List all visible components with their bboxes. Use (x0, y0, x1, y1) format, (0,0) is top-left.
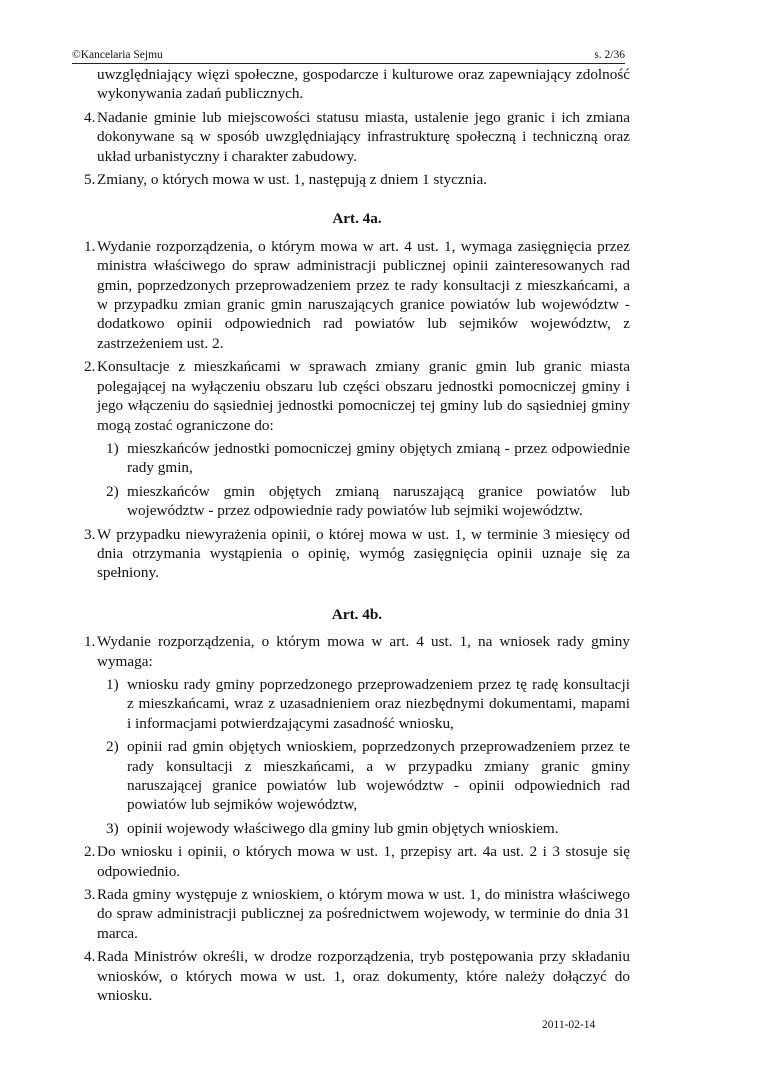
art4b-paragraph-3 (70, 885, 630, 943)
point-number: 1) (106, 675, 119, 693)
point-number: 3) (106, 819, 119, 837)
paragraph-number: 2. (84, 843, 96, 861)
point-number: 2) (106, 482, 119, 500)
paragraph-number: 2. (84, 358, 96, 376)
art4a-paragraph-1 (70, 237, 630, 353)
page-number: s. 2/36 (594, 49, 625, 61)
continued-paragraph: uwzględniający więzi społeczne, gospodarcze i kulturowe oraz zapewniający zdolność wykonywania zadań publicznych. (97, 66, 630, 103)
paragraph-text: W przypadku niewyrażenia opinii, o której mowa w ust. 1, w terminie 3 miesięcy od dnia otrzymania wystąpienia o opinię, wymóg zasięgnięcia opinii uznaje się za spełniony. (97, 525, 630, 582)
paragraph-4 (70, 108, 630, 166)
art4b-p1-point-1 (70, 675, 630, 733)
paragraph-5 (70, 170, 630, 189)
art4a-paragraph-3 (70, 525, 630, 583)
header-source: ©Kancelaria Sejmu (72, 49, 163, 61)
art4b-paragraph-1 (70, 632, 630, 671)
point-text: opinii wojewody właściwego dla gminy lub gmin objętych wnioskiem. (127, 819, 559, 837)
art4a-paragraph-2 (70, 357, 630, 435)
point-text: mieszkańców gmin objętych zmianą naruszającą granice powiatów lub województw - przez odpowiednie rady powiatów lub sejmiki województw. (127, 482, 630, 520)
art4b-paragraph-4 (70, 947, 630, 1005)
art4a-p2-point-1 (70, 439, 630, 478)
paragraph-text: Zmiany, o których mowa w ust. 1, następują z dniem 1 stycznia. (97, 171, 488, 189)
point-text: opinii rad gmin objętych wnioskiem, poprzedzonych przeprowadzeniem przez te rady konsultacji z mieszkańcami, a w przypadku zmiany granic gminy naruszającej granice powiatów lub województw - opinii odpowiednich rad powiatów lub sejmików województw, (127, 738, 630, 814)
paragraph-number: 1. (84, 633, 96, 651)
point-number: 1) (106, 439, 119, 457)
paragraph-text: Rada gminy występuje z wnioskiem, o którym mowa w ust. 1, do ministra właściwego do spraw administracji publicznej za pośrednictwem wojewody, w terminie do dnia 31 marca. (97, 886, 630, 942)
point-number: 2) (106, 738, 119, 756)
art4b-paragraph-2 (70, 842, 630, 881)
art4a-p2-point-2 (70, 482, 630, 521)
paragraph-text: Konsultacje z mieszkańcami w sprawach zmiany granic gmin lub granic miasta polegającej na wyłączeniu obszaru lub części obszaru jednostki pomocniczej gminy i jego włączeniu do sąsiedniej jednostki pomocniczej tej gminy lub do sąsiedniej gminy mogą zostać ograniczone do: (97, 358, 630, 434)
point-text: mieszkańców jednostki pomocniczej gminy objętych zmianą - przez odpowiednie rady gmin, (127, 439, 630, 477)
document-date: 2011-02-14 (542, 1019, 596, 1031)
header-divider (72, 63, 625, 64)
paragraph-number: 4. (84, 948, 96, 966)
paragraph-text: Rada Ministrów określi, w drodze rozporządzenia, tryb postępowania przy składaniu wniosków, o których mowa w ust. 1, oraz dokumenty, które należy dołączyć do wniosku. (97, 948, 630, 1005)
art4b-p1-point-3 (70, 819, 630, 838)
paragraph-number: 3. (84, 525, 96, 543)
art4b-p1-point-2 (70, 737, 630, 815)
paragraph-text: Wydanie rozporządzenia, o którym mowa w art. 4 ust. 1, wymaga zasięgnięcia przez ministra właściwego do spraw administracji publicznej opinii zainteresowanych rad gmin, poprzedzonych przeprowadzeniem przez te rady konsultacji z mieszkańcami, a w przypadku zmian granic gmin naruszających granice powiatów lub województw - dodatkowo opinii odpowiednich rad powiatów lub sejmików województw, z zastrzeżeniem ust. 2. (97, 237, 630, 352)
paragraph-number: 5. (84, 171, 96, 189)
paragraph-text: Nadanie gminie lub miejscowości statusu miasta, ustalenie jego granic i ich zmiana dokonywane są w sposób uwzględniający infrastrukturę społeczną i techniczną oraz układ urbanistyczny i charakter zabudowy. (97, 108, 630, 165)
paragraph-number: 1. (84, 237, 96, 255)
article-4a-heading: Art. 4a. (332, 210, 382, 228)
point-text: wniosku rady gminy poprzedzonego przeprowadzeniem przez tę radę konsultacji z mieszkańcami, wraz z uzasadnieniem oraz niezbędnymi dokumentami, mapami i informacjami potwierdzającymi zasadność wniosku, (127, 675, 630, 732)
paragraph-number: 4. (84, 108, 96, 126)
paragraph-text: Do wniosku i opinii, o których mowa w ust. 1, przepisy art. 4a ust. 2 i 3 stosuje się odpowiednio. (97, 843, 630, 880)
paragraph-text: Wydanie rozporządzenia, o którym mowa w art. 4 ust. 1, na wniosek rady gminy wymaga: (97, 633, 630, 670)
article-4b-heading: Art. 4b. (331, 605, 383, 623)
document-body (70, 65, 630, 1009)
paragraph-number: 3. (84, 886, 96, 904)
